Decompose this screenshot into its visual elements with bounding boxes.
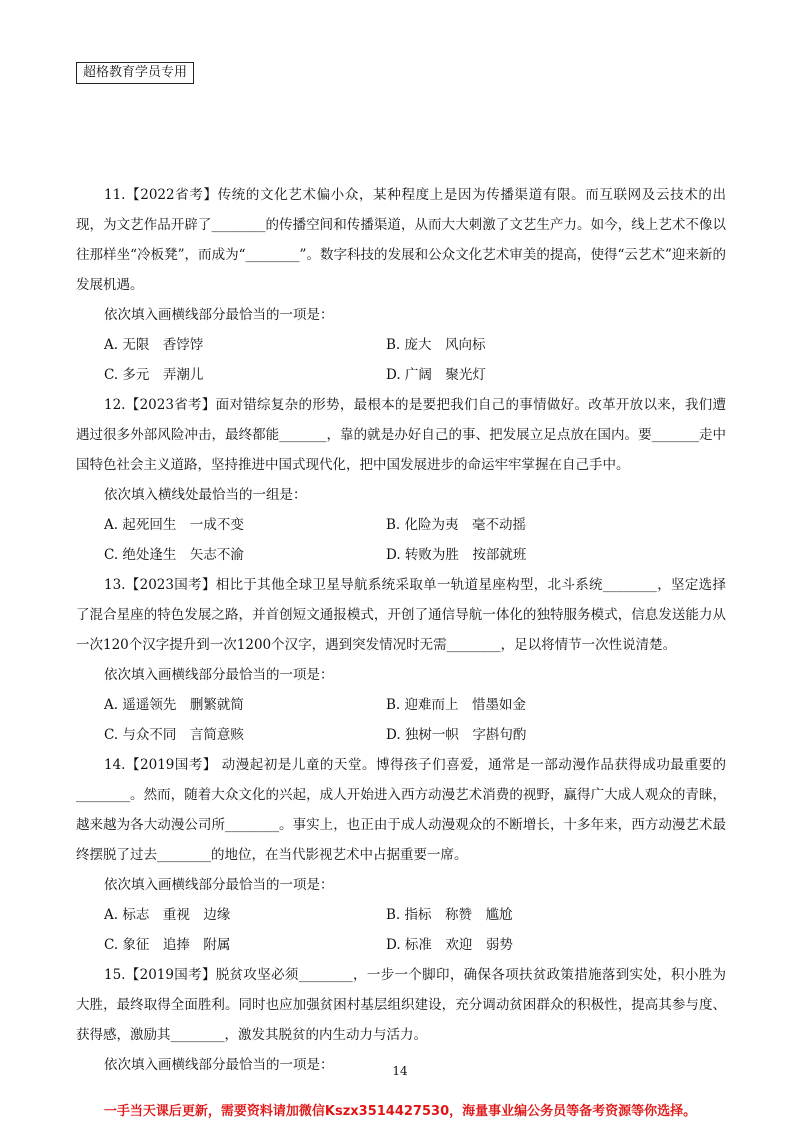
question-12 xyxy=(76,390,726,570)
option-c: C. 绝处逢生 矢志不渝 xyxy=(104,547,244,563)
question-prompt: 依次填入画横线部分最恰当的一项是： xyxy=(104,667,334,683)
question-stem: 15.【2019国考】脱贫攻坚必须________，一步一个脚印，确保各项扶贫政策措施落到实处，积小胜为大胜，最终取得全面胜利。同时也应加强贫困村基层组织建设，充分调动贫困群众的积极性，提高其参与度、获得感，激励其________，激发其脱贫的内生动力与活力。 xyxy=(76,967,726,1043)
header-label: 超格教育学员专用 xyxy=(76,62,194,84)
question-stem: 14.【2019国考】 动漫起初是儿童的天堂。博得孩子们喜爱，通常是一部动漫作品获得成功最重要的________。然而，随着大众文化的兴起，成人开始进入西方动漫艺术消费的视野，赢得广大成人观众的青睐，越来越为各大动漫公司所________。事实上，也正由于成人动漫观众的不断增长，十多年来，西方动漫艺术最终摆脱了过去________的地位，在当代影视艺术中占据重要一席。 xyxy=(76,757,726,863)
question-stem: 11.【2022省考】传统的文化艺术偏小众，某种程度上是因为传播渠道有限。而互联网及云技术的出现，为文艺作品开辟了________的传播空间和传播渠道，从而大大刺激了文艺生产力。如今，线上艺术不像以往那样坐“冷板凳”，而成为“________”。数字科技的发展和公众文化艺术审美的提高，使得“云艺术”迎来新的发展机遇。 xyxy=(76,187,726,293)
page-number: 14 xyxy=(392,1064,408,1078)
option-b: B. 庞大 风向标 xyxy=(386,337,486,353)
option-grid xyxy=(76,900,726,960)
question-prompt: 依次填入画横线部分最恰当的一项是： xyxy=(104,877,334,893)
option-d: D. 标准 欢迎 弱势 xyxy=(386,937,513,953)
question-11 xyxy=(76,180,726,390)
option-d: D. 广阔 聚光灯 xyxy=(386,367,486,383)
option-grid xyxy=(76,510,726,570)
option-b: B. 指标 称赞 尴尬 xyxy=(386,907,513,923)
option-grid xyxy=(76,690,726,750)
option-a: A. 遥遥领先 删繁就简 xyxy=(104,697,244,713)
question-15 xyxy=(76,960,726,1080)
question-list xyxy=(76,180,726,1080)
question-14 xyxy=(76,750,726,960)
question-stem: 12.【2023省考】面对错综复杂的形势，最根本的是要把我们自己的事情做好。改革开放以来，我们遭遇过很多外部风险冲击，最终都能_______，靠的就是办好自己的事、把发展立足点放在国内。要_______走中国特色社会主义道路，坚持推进中国式现代化，把中国发展进步的命运牢牢掌握在自己手中。 xyxy=(76,397,726,473)
option-c: C. 多元 弄潮儿 xyxy=(104,367,204,383)
question-prompt: 依次填入画横线部分最恰当的一项是： xyxy=(104,1057,334,1073)
question-prompt: 依次填入画横线部分最恰当的一项是： xyxy=(104,307,334,323)
option-b: B. 化险为夷 毫不动摇 xyxy=(386,517,527,533)
option-d: D. 独树一帜 字斟句酌 xyxy=(386,727,527,743)
option-a: A. 标志 重视 边缘 xyxy=(104,907,231,923)
option-grid xyxy=(76,330,726,390)
option-b: B. 迎难而上 惜墨如金 xyxy=(386,697,527,713)
option-d: D. 转败为胜 按部就班 xyxy=(386,547,527,563)
question-stem: 13.【2023国考】相比于其他全球卫星导航系统采取单一轨道星座构型，北斗系统________，坚定选择了混合星座的特色发展之路，并首创短文通报模式，开创了通信导航一体化的独特服务模式，信息发送能力从一次120个汉字提升到一次1200个汉字，遇到突发情况时无需________，足以将情节一次性说清楚。 xyxy=(76,577,726,653)
option-c: C. 与众不同 言简意赅 xyxy=(104,727,244,743)
footer-note: 一手当天课后更新，需要资料请加微信Kszx3514427530，海量事业编公务员等备考资源等你选择。 xyxy=(103,1104,697,1119)
question-13 xyxy=(76,570,726,750)
option-a: A. 无限 香饽饽 xyxy=(104,337,204,353)
option-a: A. 起死回生 一成不变 xyxy=(104,517,244,533)
option-c: C. 象征 追捧 附属 xyxy=(104,937,231,953)
question-prompt: 依次填入横线处最恰当的一组是： xyxy=(104,487,307,503)
